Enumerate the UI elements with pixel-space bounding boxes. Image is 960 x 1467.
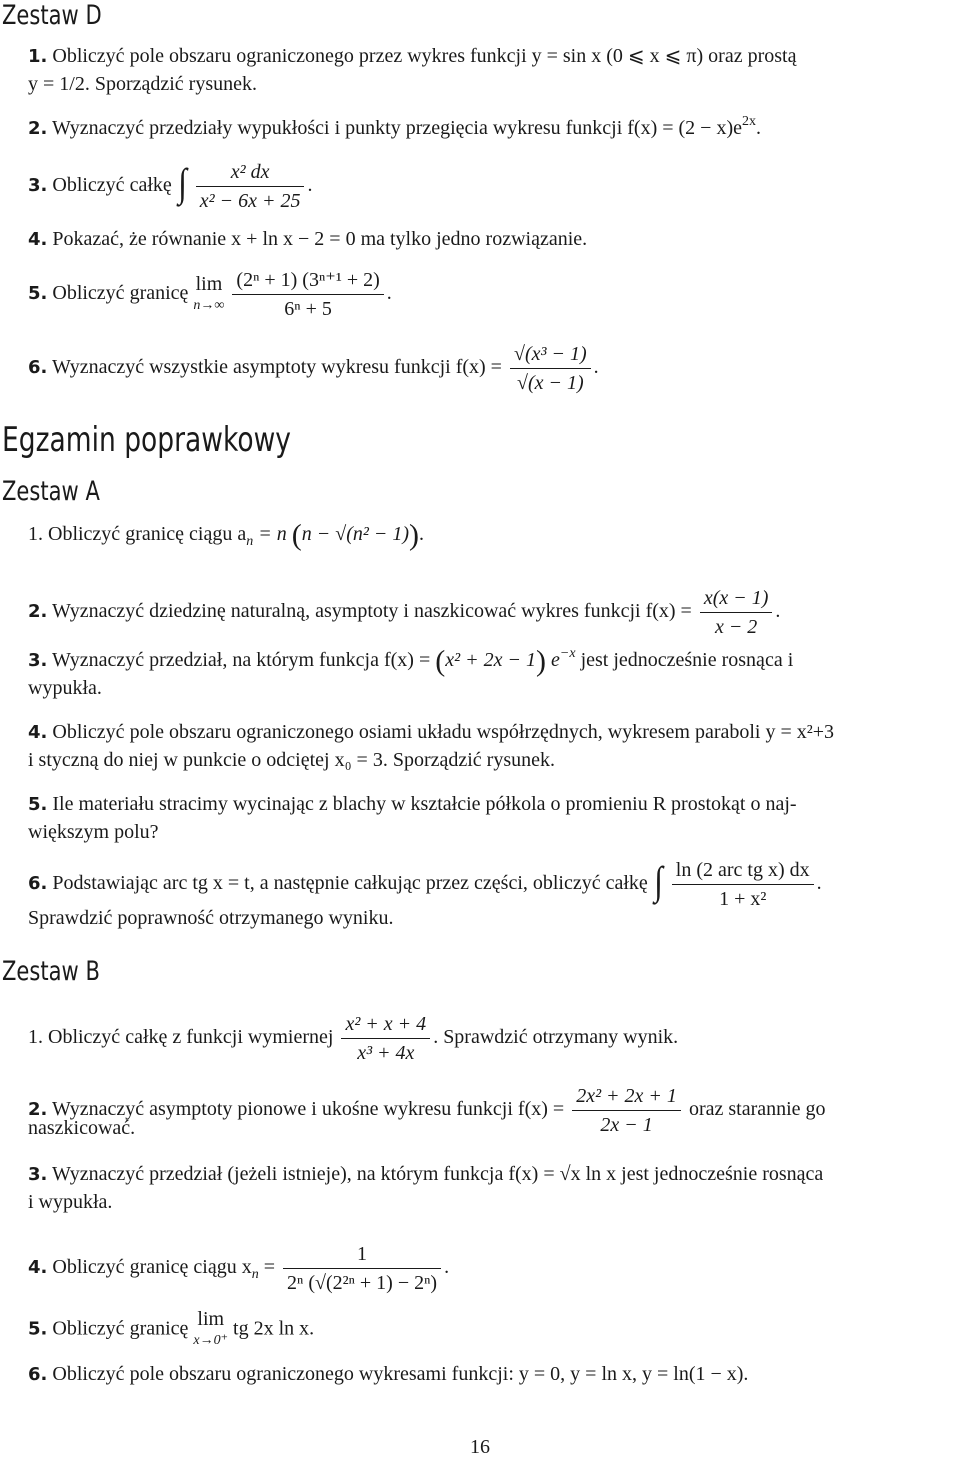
zestaw-d-item-1: [28, 44, 796, 69]
page-number: 16: [470, 1436, 490, 1458]
item-number: 2.: [28, 1099, 48, 1121]
denominator: x³ + 4x: [341, 1038, 430, 1067]
zestaw-b-item-4: [28, 1240, 449, 1297]
item-text: Obliczyć pole obszaru ograniczonego przez wykres funkcji y = sin x (0 ⩽ x ⩽ π) oraz prostą: [52, 45, 797, 67]
punct: .: [444, 1256, 450, 1279]
item-text-cont: y = 1/2. Sporządzić rysunek.: [28, 73, 258, 95]
zestaw-d-item-4: [28, 227, 587, 252]
denominator: x − 2: [700, 612, 773, 641]
item-text-eq: = n: [253, 523, 287, 545]
zestaw-b-item-3-cont: [28, 1190, 112, 1214]
punct: .: [756, 117, 761, 139]
item-text: Obliczyć pole obszaru ograniczonego osiami układu współrzędnych, wykresem paraboli y = x²+3: [52, 721, 835, 743]
fraction: [232, 266, 383, 323]
item-text: Wyznaczyć przedziały wypukłości i punkty przegięcia wykresu funkcji f(x) = (2 − x)e: [52, 117, 742, 139]
denominator: x² − 6x + 25: [196, 186, 305, 215]
item-number: 5.: [28, 794, 48, 815]
subscript: n: [246, 534, 254, 549]
punct: .: [307, 174, 313, 197]
punct: .: [775, 600, 781, 623]
item-text: Obliczyć granicę ciągu a: [48, 523, 247, 545]
zestaw-d-item-3: [28, 158, 312, 215]
fraction: [341, 1010, 430, 1067]
zestaw-a-item-6-cont: [28, 906, 393, 930]
item-text: Obliczyć całkę z funkcji wymiernej: [48, 1026, 334, 1049]
item-number: 3.: [28, 1164, 48, 1185]
expression: n − √(n² − 1): [301, 523, 410, 545]
equals: =: [258, 1256, 276, 1279]
denominator: 6ⁿ + 5: [232, 294, 383, 323]
main-heading-egzamin: Egzamin poprawkowy: [2, 420, 291, 460]
fraction: [510, 340, 591, 397]
item-number: 3.: [28, 650, 48, 671]
paren-right: ): [536, 644, 546, 678]
punct: .: [593, 356, 599, 379]
item-number: 6.: [28, 357, 48, 379]
section-heading-zestaw-d: Zestaw D: [2, 0, 102, 31]
numerator: √(x³ − 1): [513, 343, 587, 365]
item-text: Wyznaczyć wszystkie asymptoty wykresu funkcji f(x) =: [52, 356, 502, 379]
numerator: 2x² + 2x + 1: [576, 1085, 677, 1107]
paren-left: (: [291, 518, 302, 552]
item-text-tail: . Sprawdzić otrzymany wynik.: [433, 1026, 679, 1049]
denominator: √(x − 1): [510, 368, 591, 397]
expression: x² + 2x − 1: [445, 649, 536, 671]
item-text: Obliczyć całkę: [52, 174, 172, 197]
denominator: 2ⁿ (√(2²ⁿ + 1) − 2ⁿ): [283, 1268, 441, 1297]
numerator: x² dx: [230, 161, 270, 183]
item-text-cont: i styczną do niej w punkcie o odciętej x₀ = 3. Sporządzić rysunek.: [28, 749, 555, 771]
item-text: Wyznaczyć asymptoty pionowe i ukośne wykresu funkcji f(x) =: [52, 1098, 565, 1121]
expression: tg 2x ln x.: [233, 1317, 315, 1340]
item-number: 5.: [28, 1318, 48, 1340]
exponent: −x: [559, 646, 576, 661]
item-text: Podstawiając arc tg x = t, a następnie całkując przez części, obliczyć całkę: [52, 872, 648, 895]
item-number: 2.: [28, 601, 48, 623]
zestaw-d-item-2: [28, 116, 761, 141]
item-number: 2.: [28, 118, 48, 139]
punct: .: [816, 872, 822, 895]
item-number: 4.: [28, 1257, 48, 1279]
lim-text: lim: [197, 1308, 225, 1330]
item-text-cont: i wypukła.: [28, 1191, 113, 1213]
numerator: x² + x + 4: [345, 1013, 427, 1035]
section-heading-zestaw-b: Zestaw B: [2, 956, 100, 987]
numerator: (2ⁿ + 1) (3ⁿ⁺¹ + 2): [236, 269, 380, 291]
item-text-tail: oraz starannie go: [688, 1098, 826, 1121]
paren-left: (: [435, 644, 446, 678]
item-number: 4.: [28, 229, 48, 250]
integral-sign: ∫: [177, 159, 187, 205]
item-number: 5.: [28, 283, 48, 305]
fraction: [700, 584, 773, 641]
zestaw-b-item-1: [28, 1010, 678, 1067]
zestaw-d-item-1-cont: [28, 72, 257, 96]
item-text: Wyznaczyć przedział (jeżeli istnieje), na którym funkcja f(x) = √x ln x jest jednocześnie rosnąca: [52, 1163, 824, 1185]
zestaw-b-item-6: [28, 1362, 748, 1387]
lim-text: lim: [195, 272, 223, 295]
section-heading-zestaw-a: Zestaw A: [2, 476, 100, 507]
zestaw-d-item-6: [28, 340, 599, 397]
item-text: Obliczyć granicę: [52, 1317, 189, 1340]
zestaw-a-item-5: [28, 792, 797, 817]
item-number: 6.: [28, 873, 48, 895]
item-text: Obliczyć granicę: [52, 282, 189, 305]
item-text-cont2: wypukła.: [28, 677, 102, 699]
numerator: 1: [357, 1243, 368, 1265]
item-text: Obliczyć pole obszaru ograniczonego wykresami funkcji: y = 0, y = ln x, y = ln(1 − x).: [52, 1363, 749, 1385]
item-text: Pokazać, że równanie x + ln x − 2 = 0 ma tylko jedno rozwiązanie.: [52, 228, 588, 250]
item-text-cont: Sprawdzić poprawność otrzymanego wyniku.: [28, 907, 394, 929]
fraction: [572, 1082, 681, 1139]
integral-sign: ∫: [653, 857, 663, 903]
zestaw-b-item-3: [28, 1162, 823, 1187]
fraction: [196, 158, 305, 215]
item-number: 6.: [28, 1364, 48, 1385]
exp-base: e: [551, 649, 560, 671]
zestaw-a-item-3: [28, 644, 794, 678]
numerator: x(x − 1): [703, 587, 769, 609]
item-text: Wyznaczyć dziedzinę naturalną, asymptoty i naszkicować wykres funkcji f(x) =: [52, 600, 692, 623]
zestaw-b-item-2-cont: [28, 1116, 135, 1140]
denominator: 1 + x²: [672, 884, 814, 913]
fraction: [672, 856, 814, 913]
paren-right: ): [409, 518, 420, 552]
zestaw-a-item-5-cont: [28, 820, 159, 844]
item-number: 1.: [28, 523, 43, 545]
item-text: Ile materiału stracimy wycinając z blachy w kształcie półkola o promieniu R prostokąt o naj-: [52, 793, 797, 815]
zestaw-b-item-5: [28, 1308, 314, 1352]
item-text: Obliczyć granicę ciągu x: [52, 1256, 252, 1279]
zestaw-b-item-2: [28, 1082, 826, 1139]
item-text: Wyznaczyć przedział, na którym funkcja f(x) =: [52, 649, 431, 671]
limit-operator: [193, 273, 224, 317]
denominator: 2x − 1: [572, 1110, 681, 1139]
item-text-cont: naszkicować.: [28, 1117, 136, 1139]
punct: .: [386, 282, 392, 305]
zestaw-a-item-1: [28, 518, 425, 552]
lim-subscript: n→∞: [193, 297, 225, 313]
subscript: n: [251, 1267, 259, 1283]
zestaw-a-item-2: [28, 584, 780, 641]
lim-subscript: x→0⁺: [193, 1333, 229, 1348]
zestaw-a-item-6: [28, 856, 822, 913]
item-text-cont: jest jednocześnie rosnąca i: [580, 649, 794, 671]
punct: .: [419, 523, 425, 545]
item-text-cont: większym polu?: [28, 821, 159, 843]
fraction: [283, 1240, 441, 1297]
item-number: 1.: [28, 46, 48, 67]
exponent: 2x: [742, 114, 756, 129]
zestaw-a-item-3-cont: [28, 676, 102, 700]
item-number: 3.: [28, 175, 48, 197]
numerator: ln (2 arc tg x) dx: [675, 859, 810, 881]
item-number: 1.: [28, 1026, 43, 1049]
item-number: 4.: [28, 722, 48, 743]
zestaw-a-item-4-cont: [28, 748, 555, 772]
zestaw-d-item-5: [28, 266, 392, 323]
limit-operator: [193, 1308, 228, 1352]
zestaw-a-item-4: [28, 720, 834, 745]
